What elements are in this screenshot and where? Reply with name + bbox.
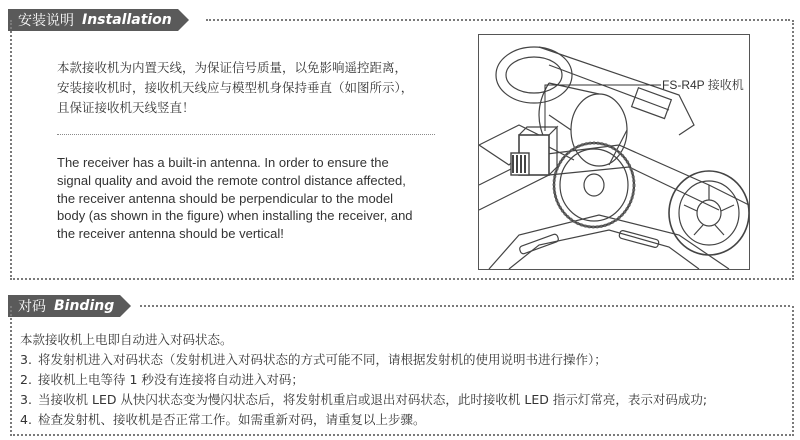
binding-intro: 本款接收机上电即自动进入对码状态。 (20, 332, 233, 347)
list-item: 3. 将发射机进入对码状态（发射机进入对码状态的方式可能不同，请根据发射机的使用说明书进行操作）； (20, 352, 607, 367)
list-item: 2. 接收机上电等待 1 秒没有连接将自动进入对码； (20, 372, 304, 387)
rc-car-chassis-drawing (479, 35, 749, 269)
list-item: 4. 检查发射机、接收机是否正常工作。如需重新对码，请重复以上步骤。 (20, 412, 426, 427)
installation-zh-paragraph (57, 58, 437, 118)
receiver-callout-label: FS-R4P 接收机 (662, 78, 744, 92)
en-line: signal quality and avoid the remote control distance affected, (57, 172, 406, 188)
paragraph-divider (57, 134, 435, 135)
en-line: the receiver antenna should be perpendicular to the model (57, 190, 394, 206)
binding-content (20, 330, 707, 430)
list-item: 3. 当接收机 LED 从快闪状态变为慢闪状态后，将发射机重启或退出对码状态，此时接收机 LED 指示灯常亮，表示对码成功; (20, 392, 708, 407)
binding-title-zh: 对码 (18, 299, 46, 315)
en-line: The receiver has a built-in antenna. In order to ensure the (57, 155, 389, 170)
installation-en-paragraph (57, 154, 457, 243)
zh-line: 安装接收机时，接收机天线应与模型机身保持垂直（如图所示）， (57, 80, 414, 95)
zh-line: 本款接收机为内置天线，为保证信号质量，以免影响遥控距离， (57, 60, 408, 75)
binding-title-en: Binding (54, 298, 115, 314)
installation-title-zh: 安装说明 (18, 13, 74, 29)
en-line: body (as shown in the figure) when installing the receiver, and (57, 208, 413, 224)
en-line: the receiver antenna should be vertical! (57, 226, 284, 242)
installation-title-en: Installation (82, 12, 172, 28)
receiver-installation-illustration (478, 34, 750, 270)
zh-line: 且保证接收机天线竖直！ (57, 100, 195, 115)
